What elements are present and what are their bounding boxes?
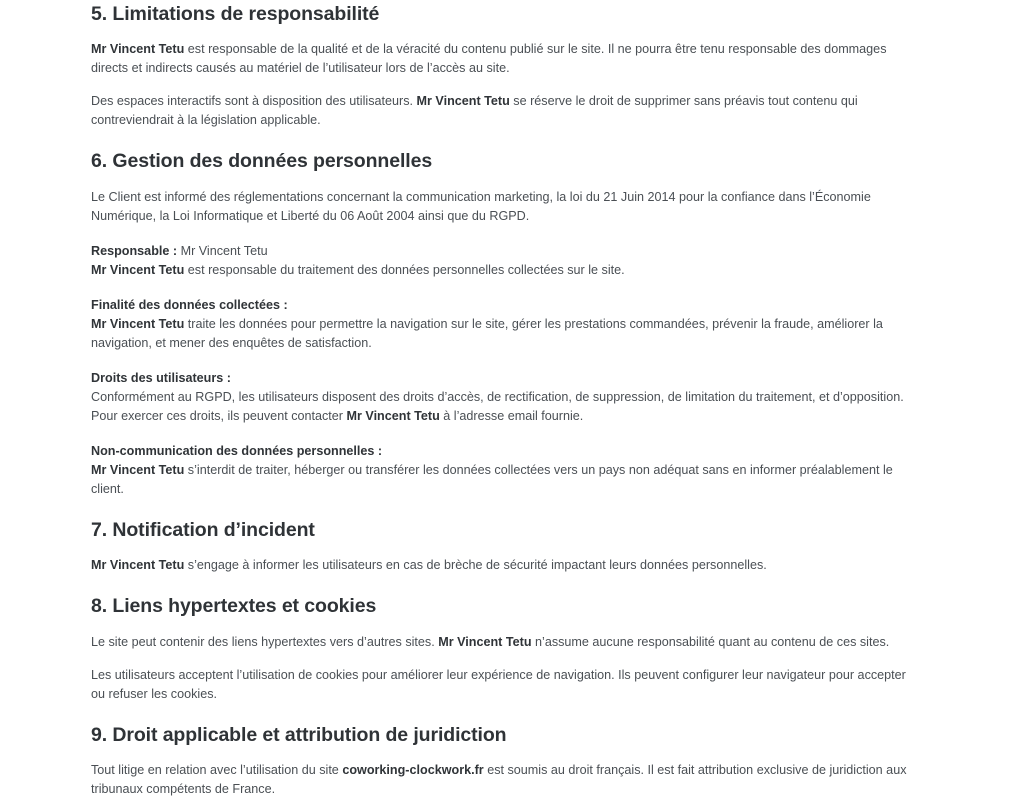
block-text: s’interdit de traiter, héberger ou transférer les données collectées vers un pays non adéquat sans en informer préalablement le client. bbox=[91, 462, 893, 496]
block-responsable bbox=[91, 226, 908, 280]
paragraph-text-post: est soumis au droit français. Il est fait attribution exclusive de juridiction aux tribunaux compétents de France. bbox=[91, 762, 907, 796]
block-non-communication bbox=[91, 426, 908, 499]
site-domain-bold: coworking-clockwork.fr bbox=[342, 762, 484, 777]
section-heading-liens-hypertextes-et-cookies: 8. Liens hypertextes et cookies bbox=[91, 595, 377, 618]
block-label-droits: Droits des utilisateurs : bbox=[91, 370, 231, 385]
paragraph-s7-p1 bbox=[91, 542, 908, 575]
section-heading-notification-d-incident: 7. Notification d’incident bbox=[91, 518, 315, 541]
entity-name-bold: Mr Vincent Tetu bbox=[91, 262, 185, 277]
block-label-finalite: Finalité des données collectées : bbox=[91, 297, 288, 312]
block-label-responsable: Responsable : bbox=[91, 243, 178, 258]
block-text: est responsable du traitement des données personnelles collectées sur le site. bbox=[184, 262, 625, 277]
entity-name-bold: Mr Vincent Tetu bbox=[416, 94, 510, 109]
block-finalite bbox=[91, 280, 908, 353]
section-heading-limitations-de-responsabilite: 5. Limitations de responsabilité bbox=[91, 3, 380, 25]
paragraph-s8-p2: Les utilisateurs acceptent l’utilisation de cookies pour améliorer leur expérience de navigation. Ils peuvent configurer leur navigateur pour accepter ou refuser les cookies. bbox=[91, 667, 906, 701]
section-heading-droit-applicable: 9. Droit applicable et attribution de juridiction bbox=[91, 723, 507, 746]
paragraph-s5-p2 bbox=[91, 78, 908, 130]
block-text-pre: Conformément au RGPD, les utilisateurs disposent des droits d’accès, de rectification, de suppression, de limitation du traitement, et d’opposition. Pour exercer ces droits, ils peuvent contacter bbox=[91, 389, 904, 423]
block-text-post: à l’adresse email fournie. bbox=[439, 408, 584, 423]
block-text: traite les données pour permettre la navigation sur le site, gérer les prestations commandées, prévenir la fraude, améliorer la navigation, et mener des enquêtes de satisfaction. bbox=[91, 316, 883, 350]
entity-name-bold: Mr Vincent Tetu bbox=[91, 462, 185, 477]
section-heading-gestion-des-donnees-personnelles: 6. Gestion des données personnelles bbox=[91, 150, 433, 173]
entity-name-bold: Mr Vincent Tetu bbox=[346, 408, 440, 423]
document-body bbox=[91, 0, 908, 799]
paragraph-text-pre: Tout litige en relation avec l’utilisation du site bbox=[91, 762, 343, 777]
entity-name-bold: Mr Vincent Tetu bbox=[91, 316, 185, 331]
paragraph-s9-p1 bbox=[91, 747, 908, 799]
block-label-value: Mr Vincent Tetu bbox=[177, 243, 268, 258]
paragraph-s8-p1 bbox=[91, 619, 908, 652]
entity-name-bold: Mr Vincent Tetu bbox=[91, 558, 185, 573]
block-droits-des-utilisateurs bbox=[91, 353, 908, 426]
paragraph-text-post: n’assume aucune responsabilité quant au contenu de ces sites. bbox=[531, 634, 890, 649]
entity-name-bold: Mr Vincent Tetu bbox=[438, 634, 532, 649]
paragraph-text-post: se réserve le droit de supprimer sans préavis tout contenu qui contreviendrait à la législation applicable. bbox=[91, 94, 858, 128]
paragraph-text: est responsable de la qualité et de la véracité du contenu publié sur le site. Il ne pourra être tenu responsable des dommages directs et indirects causés au matériel de l’utilisateur lors de l’accès au site. bbox=[91, 42, 887, 76]
paragraph-s6-intro: Le Client est informé des réglementations concernant la communication marketing, la loi du 21 Juin 2014 pour la confiance dans l’Économie Numérique, la Loi Informatique et Liberté du 06 Août 2004 ainsi que du RGPD. bbox=[91, 189, 871, 223]
paragraph-text: s’engage à informer les utilisateurs en cas de brèche de sécurité impactant leurs données personnelles. bbox=[184, 558, 767, 573]
entity-name-bold: Mr Vincent Tetu bbox=[91, 42, 185, 57]
block-label-non-communication: Non-communication des données personnelles : bbox=[91, 443, 383, 458]
paragraph-s5-p1 bbox=[91, 26, 908, 78]
paragraph-text-pre: Le site peut contenir des liens hypertextes vers d’autres sites. bbox=[91, 634, 439, 649]
paragraph-text-pre: Des espaces interactifs sont à disposition des utilisateurs. bbox=[91, 94, 417, 109]
